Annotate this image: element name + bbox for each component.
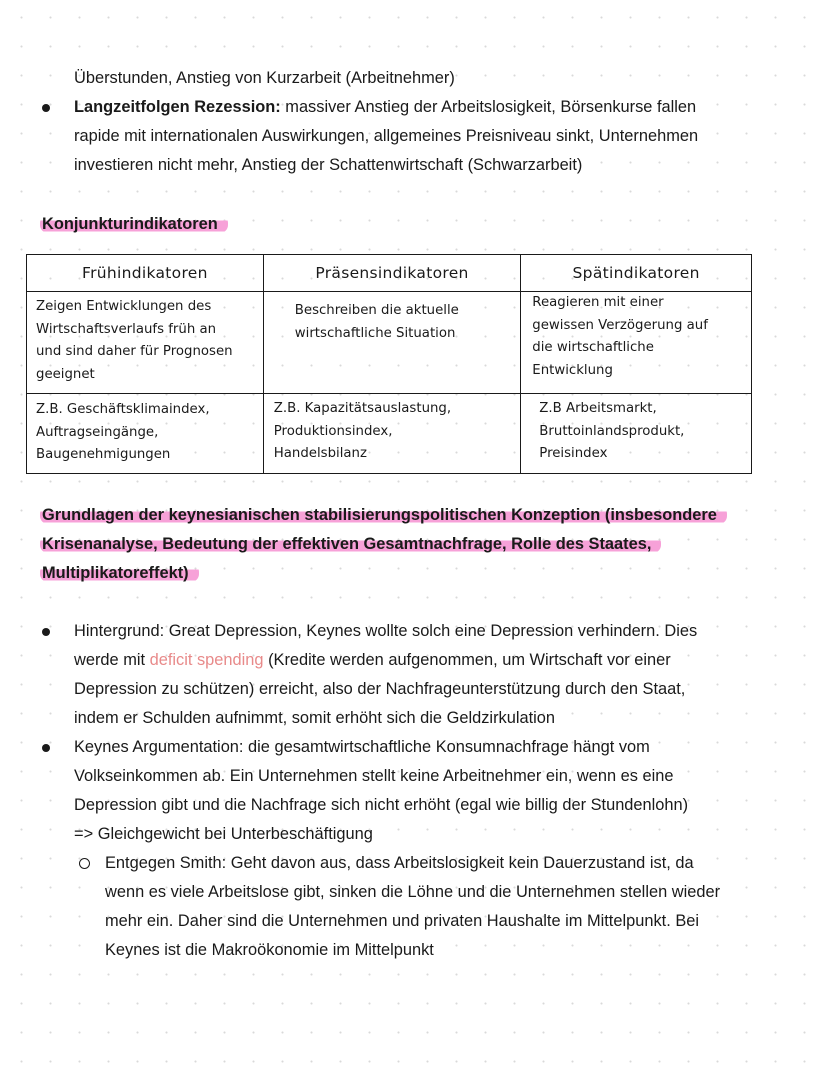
- table-cell: [27, 292, 264, 394]
- langzeit-text-1: massiver Anstieg der Arbeitslosigkeit, Börsenkurse fallen: [280, 98, 697, 116]
- table-row: [27, 292, 752, 394]
- table-header-row: [27, 255, 752, 292]
- cell-line: Reagieren mit einer: [532, 295, 664, 310]
- sub-bullet-line-2: wenn es viele Arbeitslose gibt, sinken die Löhne und die Unternehmen stellen wieder: [105, 883, 721, 901]
- cell-line: Z.B Arbeitsmarkt,: [539, 401, 657, 416]
- bullet2-line-1: Keynes Argumentation: die gesamtwirtschaftliche Konsumnachfrage hängt vom: [74, 738, 650, 756]
- bullet2-line-4: => Gleichgewicht bei Unterbeschäftigung: [74, 825, 373, 843]
- bullet-dot: [42, 744, 50, 752]
- table-row: [27, 394, 752, 474]
- sub-bullet-line-4: Keynes ist die Makroökonomie im Mittelpunkt: [105, 941, 434, 959]
- cell-line: Z.B. Kapazitätsauslastung,: [273, 401, 452, 416]
- cell-line: und sind daher für Prognosen: [36, 344, 233, 359]
- header-praesensindikatoren: Präsensindikatoren: [263, 255, 521, 292]
- heading-highlight: Multiplikatoreffekt): [40, 564, 199, 582]
- table-cell: [521, 394, 752, 474]
- cell-line: Entwicklung: [532, 362, 613, 378]
- sub-bullet-circle: [79, 858, 90, 869]
- section-heading-keynes-line-1: [40, 501, 727, 530]
- cell-line: wirtschaftliche Situation: [294, 325, 456, 341]
- langzeit-label: Langzeitfolgen Rezession:: [74, 98, 281, 116]
- bullet1-line-4: indem er Schulden aufnimmt, somit erhöht sich die Geldzirkulation: [74, 709, 556, 727]
- heading-highlight: Krisenanalyse, Bedeutung der effektiven Gesamtnachfrage, Rolle des Staates,: [40, 535, 661, 553]
- bullet-dot: [42, 104, 50, 112]
- section-heading-keynes-line-2: [40, 530, 661, 559]
- cell-line: Bruttoinlandsprodukt,: [539, 423, 685, 439]
- intro-continuation: Überstunden, Anstieg von Kurzarbeit (Arbeitnehmer): [74, 69, 455, 87]
- bullet1-post: (Kredite werden aufgenommen, um Wirtschaft vor einer: [263, 651, 671, 669]
- bullet1-line-1: Hintergrund: Great Depression, Keynes wollte solch eine Depression verhindern. Dies: [74, 622, 698, 640]
- bullet-dot: [42, 628, 50, 636]
- bullet1-line-2: [74, 646, 671, 675]
- langzeit-line-3: investieren nicht mehr, Anstieg der Schattenwirtschaft (Schwarzarbeit): [74, 156, 583, 174]
- cell-line: Produktionsindex,: [273, 423, 393, 439]
- cell-line: Zeigen Entwicklungen des: [36, 299, 212, 314]
- table-cell: [263, 292, 521, 394]
- table-cell: [521, 292, 752, 394]
- cell-line: die wirtschaftliche: [532, 340, 654, 355]
- section-heading-keynes-line-3: [40, 559, 199, 588]
- cell-line: Wirtschaftsverlaufs früh an: [36, 321, 217, 337]
- langzeit-line-2: rapide mit internationalen Auswirkungen, allgemeines Preisniveau sinkt, Unternehmen: [74, 127, 699, 145]
- bullet1-pre: werde mit: [74, 651, 150, 669]
- bullet2-line-2: Volkseinkommen ab. Ein Unternehmen stellt keine Arbeitnehmer ein, wenn es eine: [74, 767, 674, 785]
- sub-bullet-line-1: Entgegen Smith: Geht davon aus, dass Arbeitslosigkeit kein Dauerzustand ist, da: [105, 854, 694, 872]
- cell-line: Preisindex: [539, 446, 608, 461]
- cell-line: Auftragseingänge,: [36, 424, 159, 440]
- cell-line: gewissen Verzögerung auf: [532, 317, 708, 333]
- deficit-spending-term: deficit spending: [149, 651, 264, 669]
- table-cell: [263, 394, 521, 474]
- bullet1-line-3: Depression zu schützen) erreicht, also der Nachfrageunterstützung durch den Staat,: [74, 680, 686, 698]
- heading-highlight: Konjunkturindikatoren: [40, 215, 228, 233]
- header-fruehindikatoren: Frühindikatoren: [27, 255, 264, 292]
- cell-line: Handelsbilanz: [273, 446, 367, 461]
- sub-bullet-line-3: mehr ein. Daher sind die Unternehmen und privaten Haushalte im Mittelpunkt. Bei: [105, 912, 700, 930]
- cell-line: Beschreiben die aktuelle: [294, 303, 459, 318]
- bullet2-line-3: Depression gibt und die Nachfrage sich nicht erhöht (egal wie billig der Stundenlohn): [74, 796, 689, 814]
- table-cell: [27, 394, 264, 474]
- cell-line: geeignet: [36, 366, 95, 382]
- cell-line: Z.B. Geschäftsklimaindex,: [36, 402, 210, 417]
- cell-line: Baugenehmigungen: [36, 447, 171, 462]
- heading-highlight: Grundlagen der keynesianischen stabilisierungspolitischen Konzeption (insbesondere: [40, 506, 727, 524]
- header-spaetindikatoren: Spätindikatoren: [521, 255, 752, 292]
- langzeit-line-1: [74, 93, 696, 122]
- indicators-table: [26, 254, 752, 474]
- section-heading-konjunkturindikatoren: [40, 210, 228, 239]
